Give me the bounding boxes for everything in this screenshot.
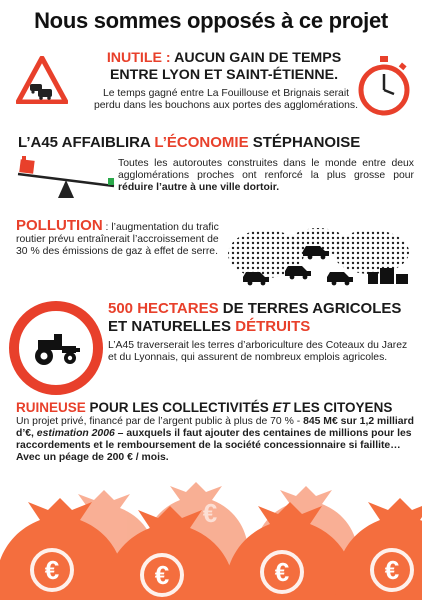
- costly-heading-italic: ET: [272, 400, 290, 415]
- section-pollution-text: [16, 217, 226, 258]
- euro-money-bags-illustration: [0, 460, 422, 600]
- useless-label: INUTILE :: [106, 50, 171, 66]
- useless-text-line1: Le temps gagné entre La Fouillouse et Brignais serait: [102, 88, 350, 99]
- economy-text-bold: réduire l’autre à une ville dortoir.: [118, 182, 280, 193]
- section-farmland-heading: [108, 300, 418, 336]
- section-costly-heading: [16, 400, 416, 416]
- costly-text-bold1: 845 M€ sur 1,2 milliard d’€,: [16, 416, 414, 439]
- farmland-heading-red2: DÉTRUITS: [235, 318, 311, 335]
- costly-text-bold2: – auxquels il faut ajouter des centaines de millions pour les raccordements et le remboursement de la société concessionnaire si faillite… Avec un péage de 200 € / mois.: [16, 428, 412, 463]
- stopwatch-icon: [356, 54, 412, 116]
- useless-text-line2: perdu dans les bouchons aux portes des agglomérations.: [94, 100, 358, 111]
- costly-text-plain: Un projet privé, financé par de l’argent public à plus de 70 % -: [16, 416, 304, 427]
- costly-heading-tail: LES CITOYENS: [289, 400, 393, 415]
- euro-symbol: €: [44, 555, 60, 585]
- costly-text-estimation: estimation 2006: [36, 428, 115, 439]
- economy-text-plain: Toutes les autoroutes construites dans le monde entre deux agglomérations proches ont renforcé la plus grosse pour: [118, 158, 414, 181]
- section-farmland-text: L’A45 traverserait les terres d’arboriculture des Coteaux du Jarez et du Lyonnais, qui assurent de nombreux emplois agricoles.: [108, 340, 408, 363]
- costly-heading-part1: POUR LES COLLECTIVITÉS: [85, 400, 273, 415]
- farmland-heading-part2: ET NATURELLES: [108, 318, 236, 335]
- farmland-heading-red: 500 HECTARES: [108, 300, 219, 317]
- euro-symbol: €: [274, 557, 290, 587]
- traffic-warning-icon: [16, 56, 68, 104]
- farmland-heading-part1: DE TERRES AGRICOLES: [218, 300, 402, 317]
- costly-heading-red: RUINEUSE: [16, 400, 86, 415]
- section-economy-heading: [18, 134, 418, 152]
- section-useless-heading: [84, 50, 364, 84]
- euro-symbol: €: [154, 560, 170, 590]
- euro-symbol: €: [202, 498, 218, 528]
- page-title: Nous sommes opposés à ce projet: [34, 8, 388, 33]
- euro-symbol: €: [384, 555, 400, 585]
- economy-heading-red: L’ÉCONOMIE: [154, 134, 249, 151]
- pollution-text: : l’augmentation du trafic routier prévu entraînerait l’accroissement de 30 % des émissions de gaz à effet de serre.: [16, 222, 219, 257]
- economy-heading-part1: L’A45 AFFAIBLIRA: [18, 134, 155, 151]
- balance-scale-icon: [14, 156, 124, 200]
- section-economy-text: [118, 158, 414, 194]
- section-useless-text: [76, 88, 376, 112]
- economy-heading-tail: STÉPHANOISE: [248, 134, 361, 151]
- no-tractor-sign-icon: [8, 300, 104, 396]
- useless-heading-line1: AUCUN GAIN DE TEMPS: [170, 50, 342, 66]
- useless-heading-line2: ENTRE LYON ET SAINT-ÉTIENNE.: [109, 67, 339, 83]
- pollution-heading: POLLUTION: [16, 217, 103, 234]
- section-costly-text: [16, 416, 414, 464]
- pollution-cars-illustration: [226, 226, 414, 290]
